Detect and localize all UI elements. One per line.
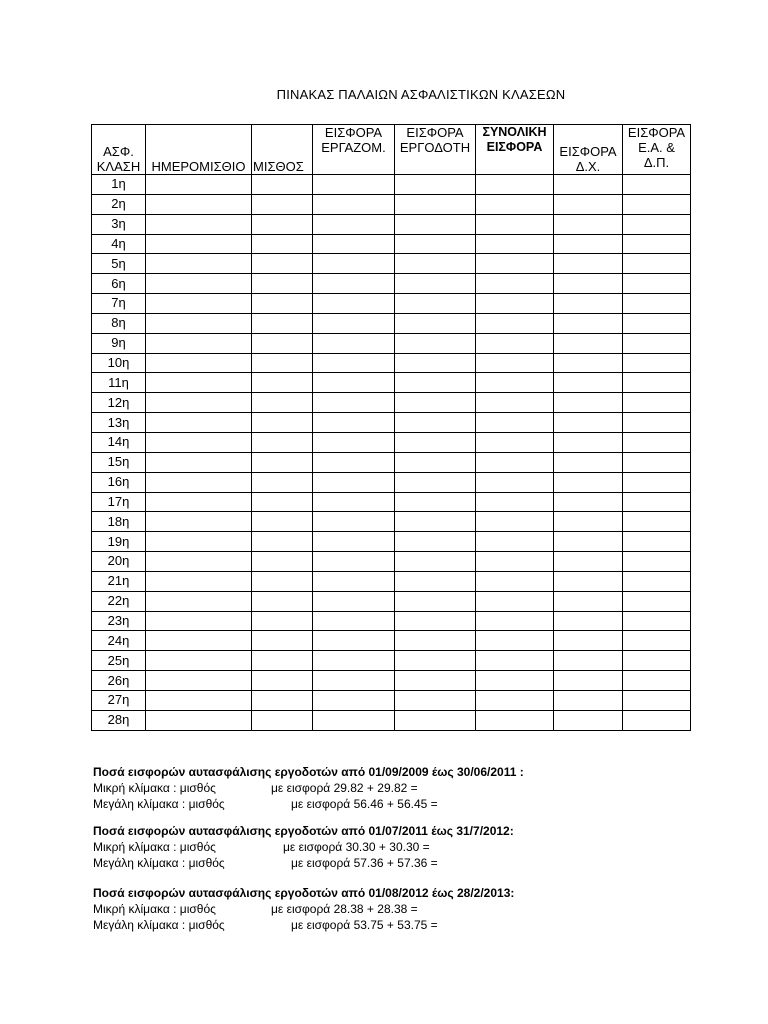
insurance-class-cell: 4η	[92, 234, 146, 254]
header-dx-contribution: ΕΙΣΦΟΡΑ Δ.Χ.	[554, 125, 623, 175]
table-row	[92, 432, 691, 452]
empty-cell	[476, 571, 554, 591]
empty-cell	[313, 413, 395, 433]
empty-cell	[252, 274, 313, 294]
empty-cell	[252, 194, 313, 214]
empty-cell	[623, 571, 691, 591]
empty-cell	[623, 353, 691, 373]
empty-cell	[623, 492, 691, 512]
empty-cell	[623, 294, 691, 314]
header-salary: ΜΙΣΘΟΣ	[252, 125, 313, 175]
empty-cell	[252, 432, 313, 452]
empty-cell	[476, 373, 554, 393]
empty-cell	[146, 472, 252, 492]
empty-cell	[554, 313, 623, 333]
table-row	[92, 214, 691, 234]
empty-cell	[395, 710, 476, 730]
empty-cell	[395, 472, 476, 492]
empty-cell	[395, 313, 476, 333]
empty-cell	[252, 631, 313, 651]
empty-cell	[313, 333, 395, 353]
empty-cell	[476, 194, 554, 214]
empty-cell	[313, 631, 395, 651]
empty-cell	[313, 313, 395, 333]
table-row	[92, 710, 691, 730]
table-header-row	[92, 125, 691, 175]
empty-cell	[252, 393, 313, 413]
empty-cell	[554, 690, 623, 710]
empty-cell	[313, 512, 395, 532]
empty-cell	[395, 532, 476, 552]
table-row	[92, 591, 691, 611]
empty-cell	[395, 512, 476, 532]
empty-cell	[313, 611, 395, 631]
insurance-class-cell: 10η	[92, 353, 146, 373]
insurance-class-cell: 16η	[92, 472, 146, 492]
insurance-class-cell: 28η	[92, 710, 146, 730]
empty-cell	[554, 353, 623, 373]
table-row	[92, 393, 691, 413]
empty-cell	[554, 373, 623, 393]
empty-cell	[146, 175, 252, 195]
empty-cell	[395, 214, 476, 234]
empty-cell	[554, 631, 623, 651]
note-large-scale-line: Μεγάλη κλίμακα : μισθός με εισφορά 53.75 + 53.75 =	[93, 918, 438, 932]
empty-cell	[146, 651, 252, 671]
empty-cell	[395, 432, 476, 452]
empty-cell	[252, 333, 313, 353]
empty-cell	[313, 294, 395, 314]
empty-cell	[623, 611, 691, 631]
empty-cell	[313, 432, 395, 452]
table-row	[92, 294, 691, 314]
table-row	[92, 333, 691, 353]
table-row	[92, 274, 691, 294]
empty-cell	[313, 234, 395, 254]
empty-cell	[313, 690, 395, 710]
page-title: ΠΙΝΑΚΑΣ ΠΑΛΑΙΩΝ ΑΣΦΑΛΙΣΤΙΚΩΝ ΚΛΑΣΕΩΝ	[276, 87, 566, 102]
empty-cell	[623, 552, 691, 572]
empty-cell	[146, 274, 252, 294]
empty-cell	[395, 175, 476, 195]
empty-cell	[554, 611, 623, 631]
insurance-class-cell: 26η	[92, 671, 146, 691]
empty-cell	[395, 353, 476, 373]
empty-cell	[252, 452, 313, 472]
empty-cell	[252, 313, 313, 333]
table-row	[92, 492, 691, 512]
note-heading: Ποσά εισφορών αυτασφάλισης εργοδοτών από 01/07/2011 έως 31/7/2012:	[93, 824, 514, 838]
empty-cell	[623, 472, 691, 492]
empty-cell	[146, 671, 252, 691]
empty-cell	[476, 492, 554, 512]
insurance-class-cell: 3η	[92, 214, 146, 234]
empty-cell	[623, 254, 691, 274]
empty-cell	[395, 333, 476, 353]
empty-cell	[476, 294, 554, 314]
empty-cell	[623, 671, 691, 691]
note-small-scale-line: Μικρή κλίμακα : μισθός με εισφορά 29.82 + 29.82 =	[93, 781, 418, 795]
empty-cell	[313, 710, 395, 730]
empty-cell	[146, 313, 252, 333]
empty-cell	[252, 552, 313, 572]
empty-cell	[476, 532, 554, 552]
empty-cell	[395, 373, 476, 393]
empty-cell	[554, 512, 623, 532]
empty-cell	[395, 591, 476, 611]
insurance-class-cell: 13η	[92, 413, 146, 433]
insurance-class-cell: 24η	[92, 631, 146, 651]
insurance-class-cell: 19η	[92, 532, 146, 552]
empty-cell	[252, 294, 313, 314]
empty-cell	[476, 333, 554, 353]
insurance-class-cell: 8η	[92, 313, 146, 333]
empty-cell	[476, 591, 554, 611]
empty-cell	[623, 234, 691, 254]
table-row	[92, 175, 691, 195]
empty-cell	[554, 393, 623, 413]
table-row	[92, 532, 691, 552]
empty-cell	[476, 413, 554, 433]
empty-cell	[252, 690, 313, 710]
insurance-class-cell: 15η	[92, 452, 146, 472]
empty-cell	[623, 452, 691, 472]
empty-cell	[313, 452, 395, 472]
empty-cell	[252, 353, 313, 373]
empty-cell	[146, 591, 252, 611]
empty-cell	[313, 532, 395, 552]
note-heading: Ποσά εισφορών αυτασφάλισης εργοδοτών από 01/08/2012 έως 28/2/2013:	[93, 886, 515, 900]
insurance-class-cell: 5η	[92, 254, 146, 274]
insurance-class-cell: 7η	[92, 294, 146, 314]
table-row	[92, 552, 691, 572]
table-row	[92, 452, 691, 472]
empty-cell	[395, 452, 476, 472]
empty-cell	[554, 194, 623, 214]
empty-cell	[146, 254, 252, 274]
insurance-class-cell: 21η	[92, 571, 146, 591]
empty-cell	[252, 611, 313, 631]
insurance-class-cell: 22η	[92, 591, 146, 611]
empty-cell	[252, 254, 313, 274]
empty-cell	[554, 234, 623, 254]
empty-cell	[623, 194, 691, 214]
empty-cell	[146, 571, 252, 591]
empty-cell	[146, 333, 252, 353]
empty-cell	[395, 492, 476, 512]
empty-cell	[395, 690, 476, 710]
empty-cell	[313, 591, 395, 611]
empty-cell	[146, 710, 252, 730]
empty-cell	[146, 432, 252, 452]
table-row	[92, 631, 691, 651]
empty-cell	[146, 631, 252, 651]
empty-cell	[476, 214, 554, 234]
empty-cell	[252, 591, 313, 611]
empty-cell	[623, 512, 691, 532]
empty-cell	[554, 591, 623, 611]
empty-cell	[623, 214, 691, 234]
empty-cell	[476, 631, 554, 651]
empty-cell	[554, 492, 623, 512]
empty-cell	[623, 651, 691, 671]
empty-cell	[146, 214, 252, 234]
empty-cell	[252, 532, 313, 552]
empty-cell	[313, 552, 395, 572]
empty-cell	[313, 373, 395, 393]
empty-cell	[554, 710, 623, 730]
empty-cell	[554, 452, 623, 472]
empty-cell	[252, 651, 313, 671]
empty-cell	[554, 333, 623, 353]
empty-cell	[476, 651, 554, 671]
empty-cell	[476, 254, 554, 274]
empty-cell	[623, 631, 691, 651]
empty-cell	[252, 472, 313, 492]
insurance-class-cell: 11η	[92, 373, 146, 393]
empty-cell	[252, 413, 313, 433]
empty-cell	[146, 532, 252, 552]
empty-cell	[313, 571, 395, 591]
empty-cell	[313, 274, 395, 294]
insurance-class-cell: 23η	[92, 611, 146, 631]
empty-cell	[623, 710, 691, 730]
empty-cell	[623, 532, 691, 552]
insurance-class-cell: 17η	[92, 492, 146, 512]
empty-cell	[146, 294, 252, 314]
empty-cell	[623, 413, 691, 433]
empty-cell	[554, 552, 623, 572]
empty-cell	[395, 234, 476, 254]
empty-cell	[554, 432, 623, 452]
empty-cell	[313, 472, 395, 492]
empty-cell	[623, 333, 691, 353]
table-row	[92, 571, 691, 591]
table-row	[92, 671, 691, 691]
insurance-class-cell: 25η	[92, 651, 146, 671]
empty-cell	[554, 254, 623, 274]
insurance-class-cell: 2η	[92, 194, 146, 214]
note-small-scale-line: Μικρή κλίμακα : μισθός με εισφορά 30.30 + 30.30 =	[93, 840, 430, 854]
table-row	[92, 512, 691, 532]
empty-cell	[476, 353, 554, 373]
empty-cell	[395, 552, 476, 572]
empty-cell	[395, 393, 476, 413]
empty-cell	[313, 492, 395, 512]
table-row	[92, 234, 691, 254]
empty-cell	[623, 373, 691, 393]
table-row	[92, 353, 691, 373]
empty-cell	[146, 393, 252, 413]
empty-cell	[554, 571, 623, 591]
table-row	[92, 313, 691, 333]
empty-cell	[623, 690, 691, 710]
insurance-class-cell: 27η	[92, 690, 146, 710]
header-ea-dp-contribution: ΕΙΣΦΟΡΑ Ε.Α. & Δ.Π.	[623, 125, 691, 175]
empty-cell	[623, 313, 691, 333]
empty-cell	[146, 373, 252, 393]
header-employee-contribution: ΕΙΣΦΟΡΑ ΕΡΓΑΖΟΜ.	[313, 125, 395, 175]
empty-cell	[252, 671, 313, 691]
empty-cell	[313, 353, 395, 373]
empty-cell	[146, 690, 252, 710]
empty-cell	[554, 294, 623, 314]
insurance-class-cell: 14η	[92, 432, 146, 452]
insurance-class-cell: 18η	[92, 512, 146, 532]
empty-cell	[146, 353, 252, 373]
empty-cell	[395, 651, 476, 671]
empty-cell	[313, 651, 395, 671]
empty-cell	[313, 214, 395, 234]
table-row	[92, 373, 691, 393]
empty-cell	[252, 512, 313, 532]
empty-cell	[554, 671, 623, 691]
note-large-scale-line: Μεγάλη κλίμακα : μισθός με εισφορά 56.46 + 56.45 =	[93, 797, 438, 811]
empty-cell	[313, 393, 395, 413]
insurance-class-cell: 12η	[92, 393, 146, 413]
empty-cell	[554, 274, 623, 294]
empty-cell	[476, 710, 554, 730]
header-daily-wage: ΗΜΕΡΟΜΙΣΘΙΟ	[146, 125, 252, 175]
empty-cell	[476, 552, 554, 572]
empty-cell	[476, 313, 554, 333]
contribution-note-2011-2012	[93, 823, 514, 871]
note-large-scale-line: Μεγάλη κλίμακα : μισθός με εισφορά 57.36 + 57.36 =	[93, 856, 438, 870]
empty-cell	[476, 671, 554, 691]
empty-cell	[476, 472, 554, 492]
empty-cell	[146, 552, 252, 572]
header-insurance-class: ΑΣΦ. ΚΛΑΣΗ	[92, 125, 146, 175]
empty-cell	[623, 393, 691, 413]
empty-cell	[623, 591, 691, 611]
table-row	[92, 194, 691, 214]
empty-cell	[252, 175, 313, 195]
header-employer-contribution: ΕΙΣΦΟΡΑ ΕΡΓΟΔΟΤΗ	[395, 125, 476, 175]
contribution-note-2009-2011	[93, 764, 524, 812]
empty-cell	[554, 413, 623, 433]
empty-cell	[146, 611, 252, 631]
empty-cell	[623, 175, 691, 195]
empty-cell	[554, 651, 623, 671]
empty-cell	[476, 432, 554, 452]
empty-cell	[313, 254, 395, 274]
insurance-classes-table	[91, 124, 691, 731]
empty-cell	[252, 234, 313, 254]
empty-cell	[554, 175, 623, 195]
empty-cell	[146, 413, 252, 433]
empty-cell	[554, 472, 623, 492]
empty-cell	[252, 710, 313, 730]
empty-cell	[623, 432, 691, 452]
empty-cell	[476, 274, 554, 294]
empty-cell	[395, 254, 476, 274]
note-heading: Ποσά εισφορών αυτασφάλισης εργοδοτών από 01/09/2009 έως 30/06/2011 :	[93, 765, 524, 779]
empty-cell	[395, 294, 476, 314]
contribution-note-2012-2013	[93, 885, 514, 933]
empty-cell	[395, 631, 476, 651]
empty-cell	[146, 452, 252, 472]
empty-cell	[476, 611, 554, 631]
empty-cell	[252, 214, 313, 234]
empty-cell	[313, 671, 395, 691]
empty-cell	[476, 234, 554, 254]
empty-cell	[395, 194, 476, 214]
empty-cell	[146, 492, 252, 512]
empty-cell	[146, 512, 252, 532]
table-row	[92, 472, 691, 492]
empty-cell	[623, 274, 691, 294]
insurance-class-cell: 1η	[92, 175, 146, 195]
empty-cell	[252, 571, 313, 591]
table-row	[92, 254, 691, 274]
table-row	[92, 690, 691, 710]
insurance-class-cell: 9η	[92, 333, 146, 353]
empty-cell	[395, 274, 476, 294]
empty-cell	[476, 512, 554, 532]
empty-cell	[476, 393, 554, 413]
insurance-class-cell: 20η	[92, 552, 146, 572]
empty-cell	[395, 671, 476, 691]
empty-cell	[554, 214, 623, 234]
header-total-contribution: ΣΥΝΟΛΙΚΗ ΕΙΣΦΟΡΑ	[476, 125, 554, 175]
insurance-class-cell: 6η	[92, 274, 146, 294]
empty-cell	[395, 413, 476, 433]
empty-cell	[395, 571, 476, 591]
empty-cell	[252, 373, 313, 393]
empty-cell	[313, 175, 395, 195]
empty-cell	[395, 611, 476, 631]
table-row	[92, 611, 691, 631]
table-row	[92, 651, 691, 671]
table-row	[92, 413, 691, 433]
empty-cell	[476, 452, 554, 472]
empty-cell	[476, 175, 554, 195]
empty-cell	[554, 532, 623, 552]
note-small-scale-line: Μικρή κλίμακα : μισθός με εισφορά 28.38 + 28.38 =	[93, 902, 418, 916]
empty-cell	[313, 194, 395, 214]
empty-cell	[146, 234, 252, 254]
empty-cell	[476, 690, 554, 710]
empty-cell	[252, 492, 313, 512]
empty-cell	[146, 194, 252, 214]
